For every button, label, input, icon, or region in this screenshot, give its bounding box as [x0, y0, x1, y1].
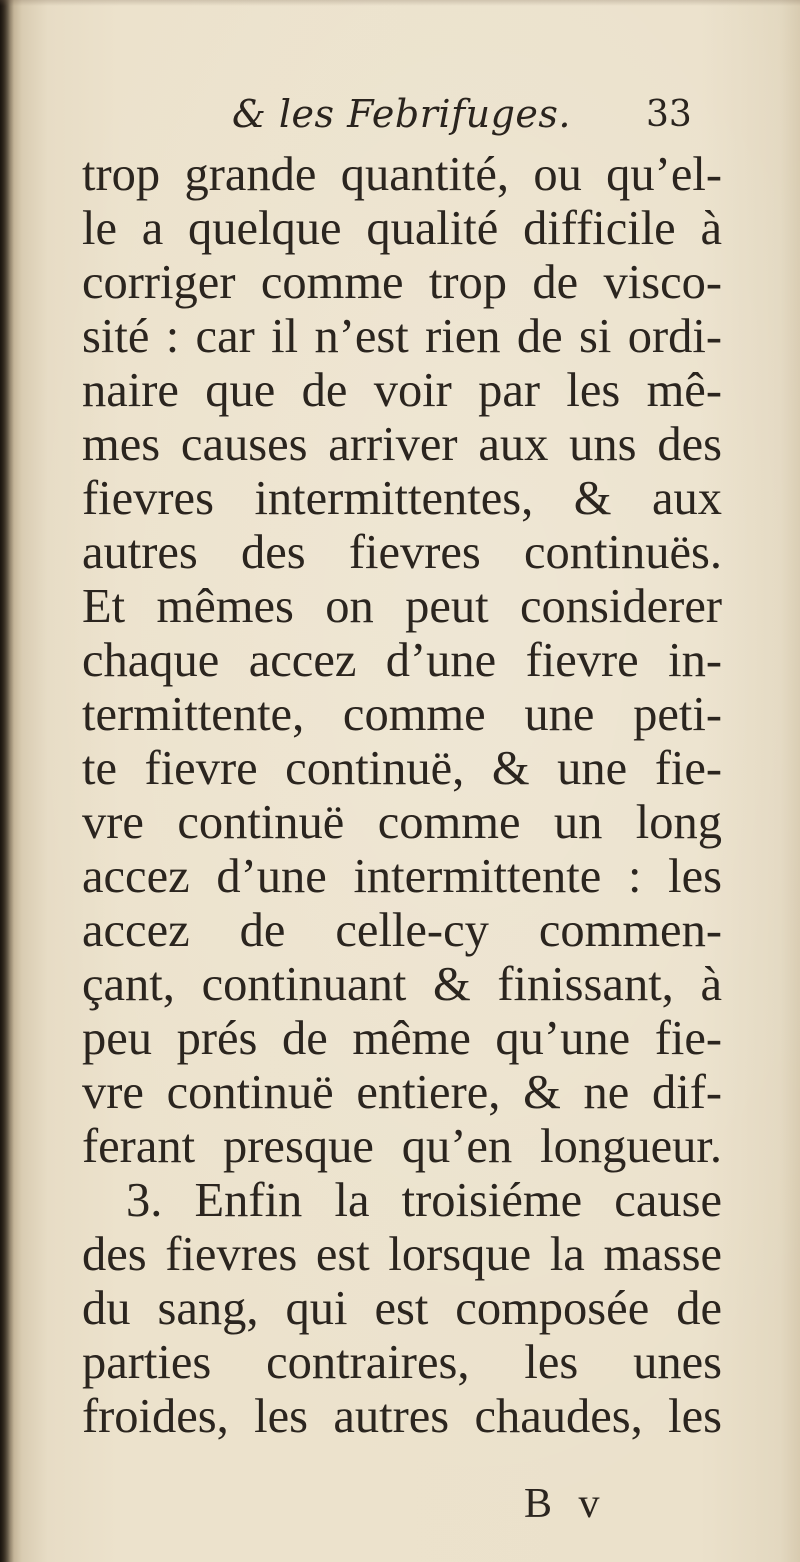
- text-line: fievres intermittentes, & aux: [82, 472, 722, 525]
- page-top-edge: [0, 0, 800, 6]
- text-line: accez de celle-cy commen-: [82, 904, 722, 957]
- text-line: corriger comme trop de visco-: [82, 256, 722, 309]
- gutter-shadow: [0, 0, 14, 1562]
- text-line: des fievres est lorsque la masse: [82, 1228, 722, 1281]
- text-line: sité : car il n’est rien de si ordi-: [82, 310, 722, 363]
- text-line: froides, les autres chaudes, les: [82, 1390, 722, 1443]
- text-line: le a quelque qualité difficile à: [82, 202, 722, 255]
- text-line: ferant presque qu’en longueur.: [82, 1120, 722, 1173]
- running-title: & les Febrifuges.: [232, 92, 571, 136]
- text-line: parties contraires, les unes: [82, 1336, 722, 1389]
- running-head: [0, 92, 800, 148]
- text-line: du sang, qui est composée de: [82, 1282, 722, 1335]
- text-line: vre continuë entiere, & ne dif-: [82, 1066, 722, 1119]
- signature-mark: B v: [524, 1481, 608, 1527]
- text-line: naire que de voir par les mê-: [82, 364, 722, 417]
- text-line: Et mêmes on peut considerer: [82, 580, 722, 633]
- text-line: mes causes arriver aux uns des: [82, 418, 722, 471]
- page-number: 33: [646, 94, 692, 135]
- text-line: termittente, comme une peti-: [82, 688, 722, 741]
- text-line: peu prés de même qu’une fie-: [82, 1012, 722, 1065]
- paragraph-start-line: 3. Enfin la troisiéme cause: [126, 1174, 722, 1227]
- text-line: accez d’une intermittente : les: [82, 850, 722, 903]
- text-line: trop grande quantité, ou qu’el-: [82, 148, 722, 201]
- body-text: [82, 148, 722, 1444]
- text-line: te fievre continuë, & une fie-: [82, 742, 722, 795]
- text-line: autres des fievres continuës.: [82, 526, 722, 579]
- text-line: chaque accez d’une fievre in-: [82, 634, 722, 687]
- text-line: vre continuë comme un long: [82, 796, 722, 849]
- text-line: çant, continuant & finissant, à: [82, 958, 722, 1011]
